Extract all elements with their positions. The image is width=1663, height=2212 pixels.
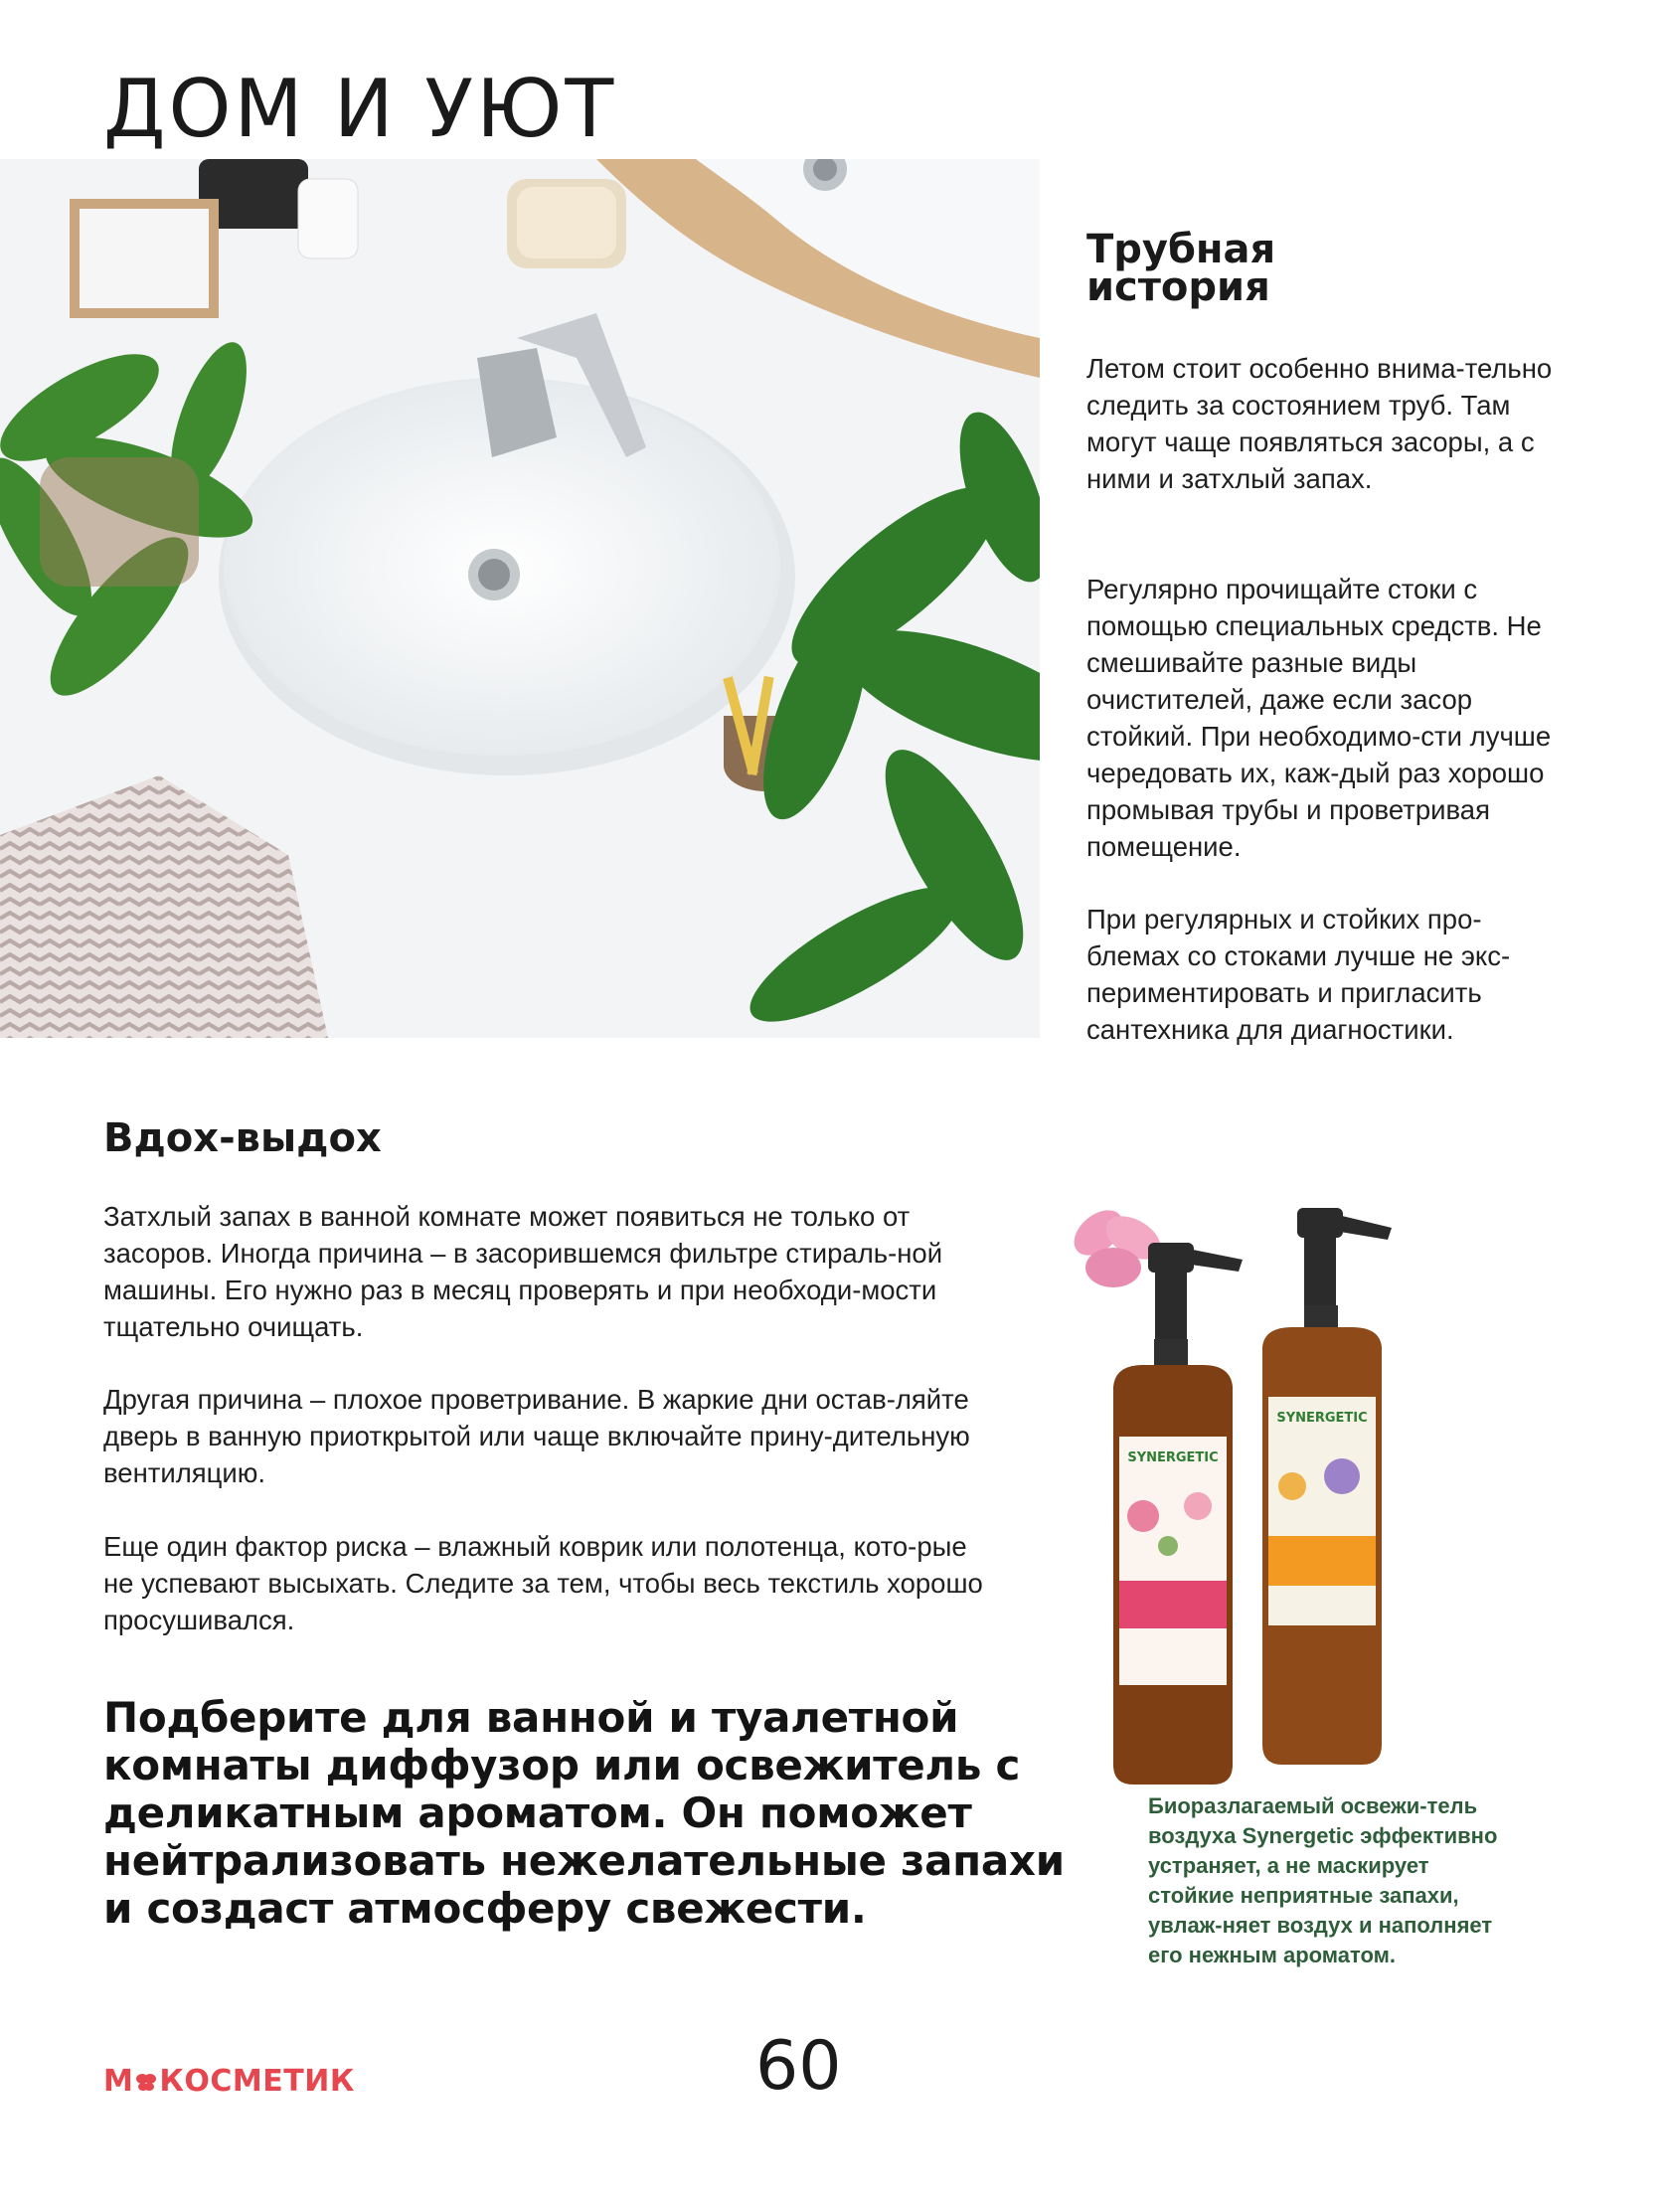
brand-label-front: SYNERGETIC — [1127, 1450, 1219, 1465]
brand-logo-first: М — [103, 2064, 134, 2099]
butterfly-icon — [135, 2071, 157, 2093]
breath-paragraph-1: Затхлый запах в ванной комнате может появиться не только от засоров. Иногда причина – в засорившемся фильтре стираль-ной машины. Его нужно раз в месяц проверять и при необходи-мости тщательно очищать. — [103, 1201, 943, 1342]
breath-article-heading: Вдох-выдох — [103, 1115, 382, 1161]
brand-logo — [103, 2064, 355, 2099]
pipe-paragraph-3: При регулярных и стойких про-блемах со стоками лучше не экс-периментировать и пригласить сантехника для диагностики. — [1086, 904, 1511, 1045]
bathroom-photo — [0, 159, 1040, 1038]
product-image — [1044, 1188, 1421, 1789]
pipe-paragraph-2: Регулярно прочищайте стоки с помощью специальных средств. Не смешивайте разные виды очистителей, даже если засор стойкий. При необходимо-сти лучше чередовать их, каж-дый раз хорошо промывая трубы и проветривая помещение. — [1086, 574, 1552, 862]
callout-text: Подберите для ванной и туалетной комнаты диффузор или освежитель с деликатным ароматом. Он поможет нейтрализовать нежелательные запахи и создаст атмосферу свежести. — [103, 1693, 1065, 1933]
product-caption: Биоразлагаемый освежи-тель воздуха Synergetic эффективно устраняет, а не маскирует стойкие неприятные запахи, увлаж-няет воздух и наполняет его нежным ароматом. — [1148, 1793, 1498, 1967]
page-title: ДОМ И УЮТ — [103, 63, 617, 155]
breath-paragraph-2: Другая причина – плохое проветривание. В жаркие дни остав-ляйте дверь в ванную приоткрытой или чаще включайте прину-дительную вентиляцию. — [103, 1384, 970, 1488]
breath-paragraph-3: Еще один фактор риска – влажный коврик или полотенца, кото-рые не успевают высыхать. Следите за тем, чтобы весь текстиль хорошо просушивался. — [103, 1531, 983, 1635]
brand-label-back: SYNERGETIC — [1276, 1411, 1368, 1426]
page-number: 60 — [755, 2027, 842, 2106]
pipe-paragraph-1: Летом стоит особенно внима-тельно следить за состоянием труб. Там могут чаще появляться засоры, а с ними и затхлый запах. — [1086, 353, 1553, 494]
brand-logo-rest: КОСМЕТИК — [159, 2064, 355, 2099]
pipe-article-heading: Трубная история — [1086, 227, 1276, 310]
